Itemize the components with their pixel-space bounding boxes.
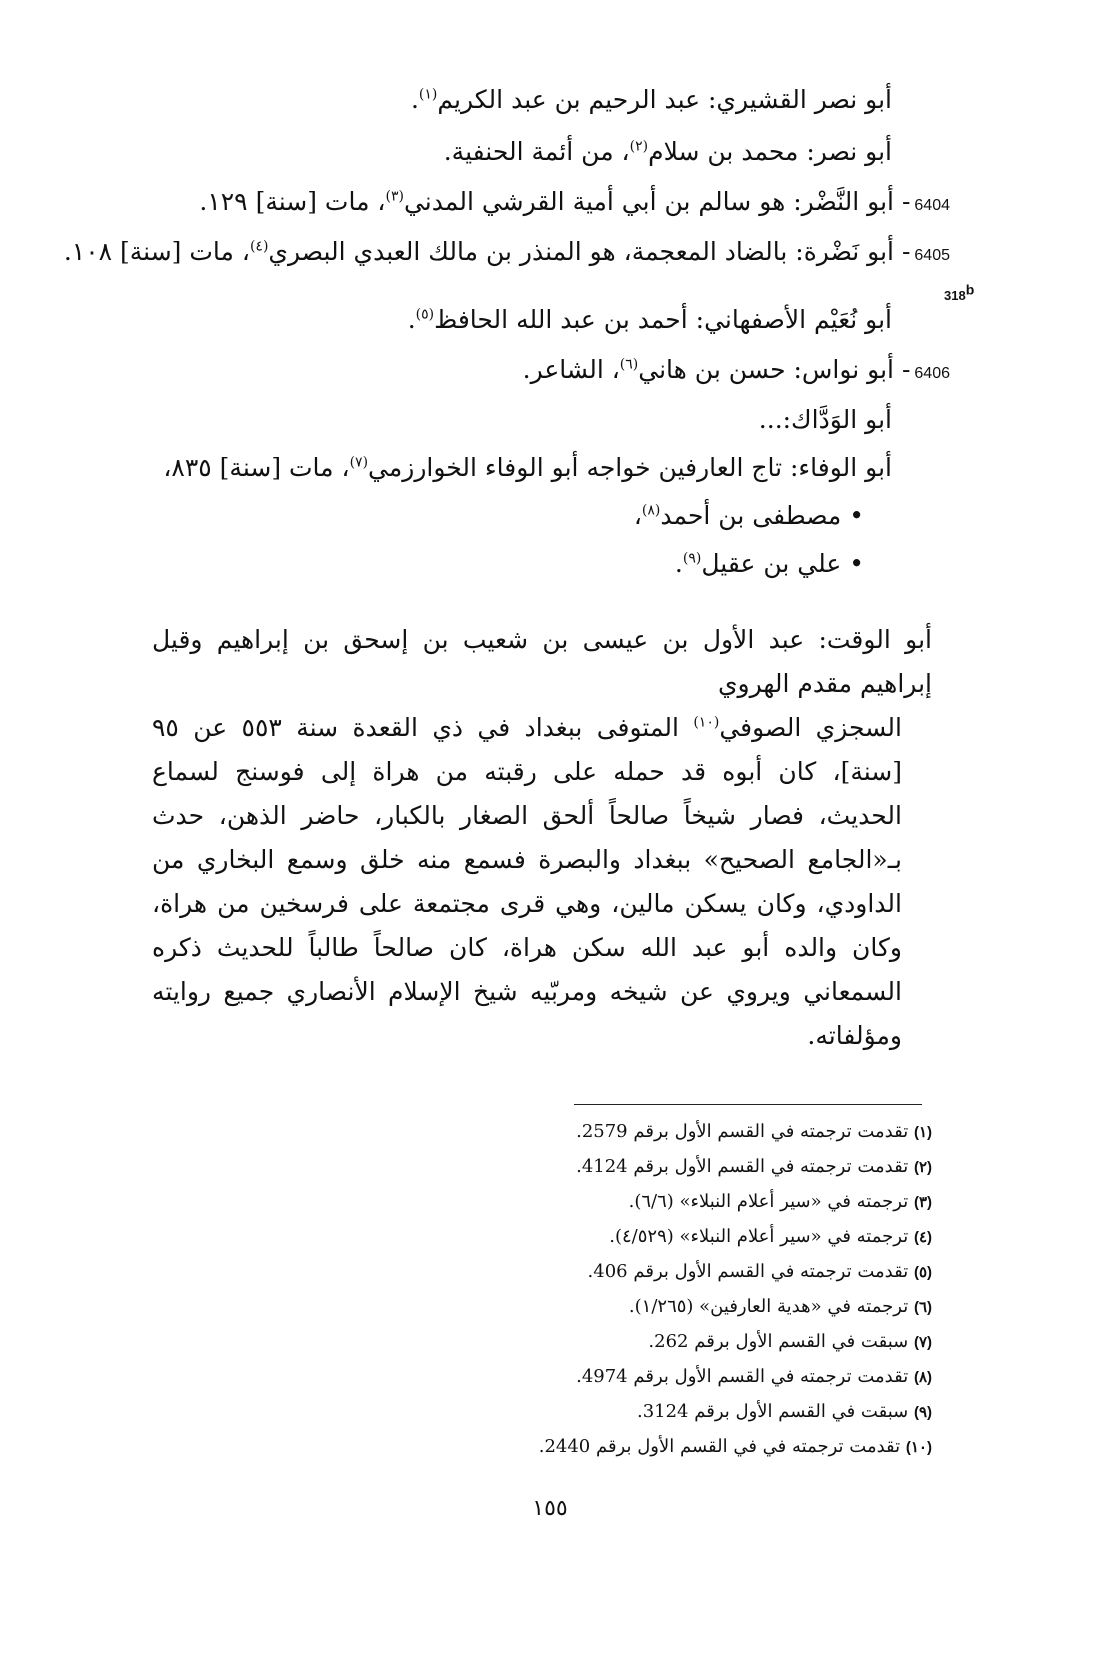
footnote: (٧) سبقت في القسم الأول برقم 262. [648,1331,932,1352]
footnote-ref[interactable]: (٦) [619,356,639,373]
footnote: (٢) تقدمت ترجمته في القسم الأول برقم 4124. [576,1156,932,1177]
entry-line: أبو الوفاء: تاج العارفين خواجه أبو الوفاء الخوارزمي$^{(٧)}$، مات [سنة] ٨٣٥، [163,453,892,482]
footnote-ref[interactable]: (٢) [629,138,649,155]
entry-line: • علي بن عقيل$^{(٩)}$. [674,549,864,578]
entry-line: أبو نُعَيْم الأصفهاني: أحمد بن عبد الله الحافظ$^{(٥)}$. [407,305,892,334]
entry-line: 6404- أبو النَّضْر: هو سالم بن أبي أمية القرشي المدني$^{(٣)}$، مات [سنة] ١٢٩. [199,187,950,216]
footnote-ref[interactable]: (٣) [385,188,404,205]
entry-number: 6405 [914,247,950,264]
footnote-ref[interactable]: (٩) [682,550,702,567]
footnote: (٥) تقدمت ترجمته في القسم الأول برقم 406. [587,1261,932,1282]
footnote: (١٠) تقدمت ترجمته في في القسم الأول برقم 2440. [538,1436,932,1457]
page-number: ١٥٥ [532,1496,568,1521]
footnote-ref[interactable]: (١٠) [693,714,720,731]
entry-paragraph: أبو الوقت: عبد الأول بن عيسى بن شعيب بن إسحق بن إبراهيم وقيل إبراهيم مقدم الهروي السجزي الصوفي$^{(١٠)}$ المتوفى ببغداد في ذي القعدة سنة ٥٥٣ عن ٩٥ [سنة]، كان أبوه قد حمله على رقبته من هراة إلى فوسنج لسماع الحديث، فصار شيخاً صالحاً ألحق الصغار بالكبار، حاضر الذهن، حدث بـ«الجامع الصحيح» ببغداد والبصرة فسمع منه خلق وسمع البخاري من الداودي، وكان يسكن مالين، وهي قرى مجتمعة على فرسخين من هراة، وكان والده أبو عبد الله سكن هراة، كان صالحاً طالباً للحديث ذكره السمعاني ويروي عن شيخه ومربّيه شيخ الإسلام الأنصاري جميع روايته ومؤلفاته. [152,618,932,1058]
footnote: (٣) ترجمته في «سير أعلام النبلاء» (٦/٦). [628,1191,932,1212]
footnote: (٦) ترجمته في «هدية العارفين» (١/٢٦٥). [628,1296,932,1317]
entry-number: 6406 [914,365,950,382]
entry-number: 6404 [914,197,950,214]
footnote: (٩) سبقت في القسم الأول برقم 3124. [636,1401,932,1422]
folio-marker: 318b [944,281,975,303]
footnote-ref[interactable]: (١) [418,86,438,103]
footnote-ref[interactable]: (٧) [349,454,369,471]
footnote-ref[interactable]: (٥) [415,306,435,323]
entry-line: • مصطفى بن أحمد$^{(٨)}$، [633,501,864,530]
footnote-ref[interactable]: (٨) [641,502,661,519]
entry-line: أبو نصر القشيري: عبد الرحيم بن عبد الكريم$^{(١)}$. [410,85,892,114]
paragraph-body: السجزي الصوفي$^{(١٠)}$ المتوفى ببغداد في ذي القعدة سنة ٥٥٣ عن ٩٥ [سنة]، كان أبوه قد حمله على رقبته من هراة إلى فوسنج لسماع الحديث، فصار شيخاً صالحاً ألحق الصغار بالكبار، حاضر الذهن، حدث بـ«الجامع الصحيح» ببغداد والبصرة فسمع منه خلق وسمع البخاري من الداودي، وكان يسكن مالين، وهي قرى مجتمعة على فرسخين من هراة، وكان والده أبو عبد الله سكن هراة، كان صالحاً طالباً للحديث ذكره السمعاني ويروي عن شيخه ومربّيه شيخ الإسلام الأنصاري جميع روايته ومؤلفاته. [152,713,902,1050]
footnote-separator [574,1104,922,1105]
entry-line: 6406- أبو نواس: حسن بن هاني$^{(٦)}$، الشاعر. [522,355,950,384]
entry-line: 6405- أبو نَضْرة: بالضاد المعجمة، هو المنذر بن مالك العبدي البصري$^{(٤)}$، مات [سنة] ١٠٨. [63,237,950,266]
footnote: (١) تقدمت ترجمته في القسم الأول برقم 2579. [576,1121,932,1142]
entry-line: أبو نصر: محمد بن سلام$^{(٢)}$، من أئمة الحنفية. [443,137,892,166]
entry-line: أبو الوَدَّاك:... [758,405,892,434]
footnote: (٨) تقدمت ترجمته في القسم الأول برقم 4974. [576,1366,932,1387]
footnote-ref[interactable]: (٤) [249,238,269,255]
footnote: (٤) ترجمته في «سير أعلام النبلاء» (٤/٥٢٩). [609,1226,932,1247]
